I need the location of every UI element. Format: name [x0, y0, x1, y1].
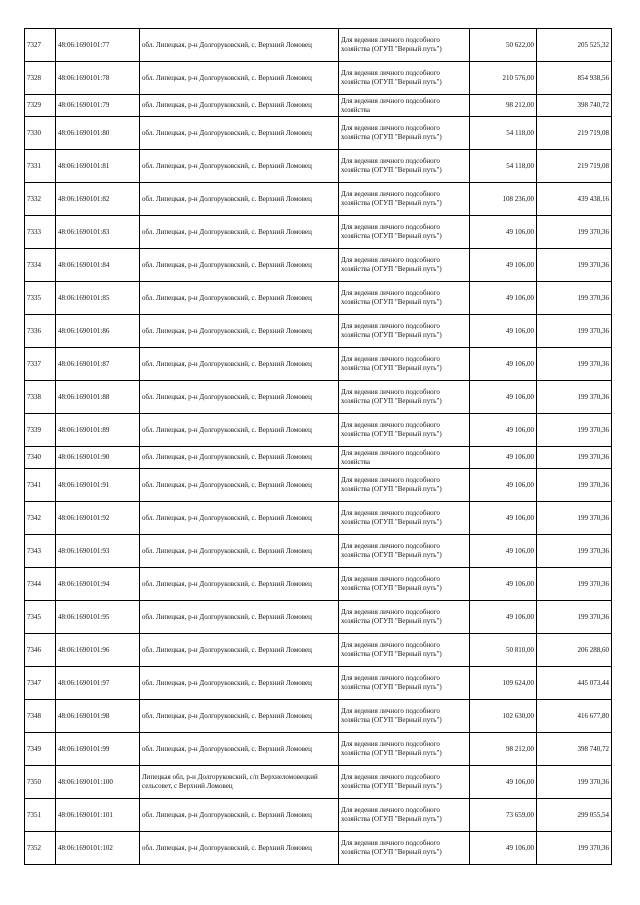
address-cell: обл. Липецкая, р-н Долгоруковский, с. Верхний Ломовец	[140, 95, 339, 117]
cadastral-value-cell: 199 370,36	[537, 469, 612, 502]
row-number-cell: 7351	[25, 799, 56, 832]
address-cell: обл. Липецкая, р-н Долгоруковский, с. Верхний Ломовец	[140, 733, 339, 766]
table-row	[25, 414, 612, 447]
table-row	[25, 381, 612, 414]
table-row	[25, 183, 612, 216]
land-use-cell: Для ведения личного подсобного хозяйства (ОГУП "Верный путь")	[339, 62, 470, 95]
row-number-cell: 7350	[25, 766, 56, 799]
land-use-cell: Для ведения личного подсобного хозяйства (ОГУП "Верный путь")	[339, 117, 470, 150]
cadastral-number-cell: 48:06:1690101:94	[56, 568, 140, 601]
table-row	[25, 832, 612, 865]
table-row	[25, 601, 612, 634]
cadastral-value-cell: 199 370,36	[537, 447, 612, 469]
land-register-table	[24, 28, 612, 865]
table-row	[25, 634, 612, 667]
cadastral-number-cell: 48:06:1690101:91	[56, 469, 140, 502]
address-cell: обл. Липецкая, р-н Долгоруковский, с. Верхний Ломовец	[140, 799, 339, 832]
table-row	[25, 447, 612, 469]
address-cell: обл. Липецкая, р-н Долгоруковский, с. Верхний Ломовец	[140, 535, 339, 568]
address-cell: обл. Липецкая, р-н Долгоруковский, с. Верхний Ломовец	[140, 150, 339, 183]
table-row	[25, 62, 612, 95]
area-cell: 49 106,00	[470, 568, 537, 601]
row-number-cell: 7338	[25, 381, 56, 414]
cadastral-value-cell: 199 370,36	[537, 381, 612, 414]
table-body	[25, 29, 612, 865]
area-cell: 54 118,00	[470, 117, 537, 150]
address-cell: обл. Липецкая, р-н Долгоруковский, с. Верхний Ломовец	[140, 117, 339, 150]
address-cell: обл. Липецкая, р-н Долгоруковский, с. Верхний Ломовец	[140, 29, 339, 62]
area-cell: 49 106,00	[470, 282, 537, 315]
cadastral-number-cell: 48:06:1690101:78	[56, 62, 140, 95]
table-row	[25, 150, 612, 183]
row-number-cell: 7344	[25, 568, 56, 601]
cadastral-value-cell: 199 370,36	[537, 414, 612, 447]
area-cell: 49 106,00	[470, 535, 537, 568]
area-cell: 49 106,00	[470, 766, 537, 799]
land-use-cell: Для ведения личного подсобного хозяйства	[339, 95, 470, 117]
cadastral-value-cell: 199 370,36	[537, 601, 612, 634]
row-number-cell: 7329	[25, 95, 56, 117]
row-number-cell: 7335	[25, 282, 56, 315]
row-number-cell: 7332	[25, 183, 56, 216]
land-use-cell: Для ведения личного подсобного хозяйства (ОГУП "Верный путь")	[339, 799, 470, 832]
area-cell: 49 106,00	[470, 832, 537, 865]
address-cell: обл. Липецкая, р-н Долгоруковский, с. Верхний Ломовец	[140, 348, 339, 381]
row-number-cell: 7346	[25, 634, 56, 667]
cadastral-number-cell: 48:06:1690101:96	[56, 634, 140, 667]
cadastral-number-cell: 48:06:1690101:95	[56, 601, 140, 634]
land-use-cell: Для ведения личного подсобного хозяйства (ОГУП "Верный путь")	[339, 700, 470, 733]
row-number-cell: 7330	[25, 117, 56, 150]
land-use-cell: Для ведения личного подсобного хозяйства (ОГУП "Верный путь")	[339, 216, 470, 249]
table-row	[25, 502, 612, 535]
address-cell: обл. Липецкая, р-н Долгоруковский, с. Верхний Ломовец	[140, 249, 339, 282]
cadastral-number-cell: 48:06:1690101:79	[56, 95, 140, 117]
cadastral-number-cell: 48:06:1690101:80	[56, 117, 140, 150]
address-cell: обл. Липецкая, р-н Долгоруковский, с. Верхний Ломовец	[140, 216, 339, 249]
row-number-cell: 7327	[25, 29, 56, 62]
land-use-cell: Для ведения личного подсобного хозяйства (ОГУП "Верный путь")	[339, 667, 470, 700]
cadastral-value-cell: 439 438,16	[537, 183, 612, 216]
land-use-cell: Для ведения личного подсобного хозяйства (ОГУП "Верный путь")	[339, 502, 470, 535]
land-use-cell: Для ведения личного подсобного хозяйства (ОГУП "Верный путь")	[339, 469, 470, 502]
land-use-cell: Для ведения личного подсобного хозяйства (ОГУП "Верный путь")	[339, 315, 470, 348]
table-row	[25, 667, 612, 700]
address-cell: обл. Липецкая, р-н Долгоруковский, с. Верхний Ломовец	[140, 381, 339, 414]
land-use-cell: Для ведения личного подсобного хозяйства (ОГУП "Верный путь")	[339, 832, 470, 865]
area-cell: 54 118,00	[470, 150, 537, 183]
row-number-cell: 7340	[25, 447, 56, 469]
cadastral-value-cell: 199 370,36	[537, 832, 612, 865]
address-cell: обл. Липецкая, р-н Долгоруковский, с. Верхний Ломовец	[140, 832, 339, 865]
cadastral-number-cell: 48:06:1690101:85	[56, 282, 140, 315]
cadastral-number-cell: 48:06:1690101:89	[56, 414, 140, 447]
cadastral-number-cell: 48:06:1690101:83	[56, 216, 140, 249]
area-cell: 102 630,00	[470, 700, 537, 733]
cadastral-value-cell: 199 370,36	[537, 216, 612, 249]
land-use-cell: Для ведения личного подсобного хозяйства (ОГУП "Верный путь")	[339, 150, 470, 183]
land-use-cell: Для ведения личного подсобного хозяйства (ОГУП "Верный путь")	[339, 381, 470, 414]
area-cell: 49 106,00	[470, 348, 537, 381]
cadastral-number-cell: 48:06:1690101:93	[56, 535, 140, 568]
table-row	[25, 216, 612, 249]
table-row	[25, 282, 612, 315]
cadastral-value-cell: 206 288,60	[537, 634, 612, 667]
land-use-cell: Для ведения личного подсобного хозяйства (ОГУП "Верный путь")	[339, 535, 470, 568]
row-number-cell: 7339	[25, 414, 56, 447]
row-number-cell: 7348	[25, 700, 56, 733]
area-cell: 98 212,00	[470, 95, 537, 117]
cadastral-value-cell: 398 740,72	[537, 733, 612, 766]
row-number-cell: 7349	[25, 733, 56, 766]
table-row	[25, 249, 612, 282]
cadastral-number-cell: 48:06:1690101:88	[56, 381, 140, 414]
cadastral-value-cell: 854 938,56	[537, 62, 612, 95]
area-cell: 98 212,00	[470, 733, 537, 766]
land-use-cell: Для ведения личного подсобного хозяйства (ОГУП "Верный путь")	[339, 733, 470, 766]
address-cell: обл. Липецкая, р-н Долгоруковский, с. Верхний Ломовец	[140, 634, 339, 667]
area-cell: 109 624,00	[470, 667, 537, 700]
table-row	[25, 95, 612, 117]
table-row	[25, 700, 612, 733]
area-cell: 50 810,00	[470, 634, 537, 667]
table-row	[25, 799, 612, 832]
address-cell: обл. Липецкая, р-н Долгоруковский, с. Верхний Ломовец	[140, 469, 339, 502]
cadastral-number-cell: 48:06:1690101:99	[56, 733, 140, 766]
table-row	[25, 766, 612, 799]
address-cell: обл. Липецкая, р-н Долгоруковский, с. Верхний Ломовец	[140, 667, 339, 700]
cadastral-number-cell: 48:06:1690101:98	[56, 700, 140, 733]
address-cell: обл. Липецкая, р-н Долгоруковский, с. Верхний Ломовец	[140, 502, 339, 535]
area-cell: 49 106,00	[470, 502, 537, 535]
table-row	[25, 29, 612, 62]
cadastral-value-cell: 199 370,36	[537, 348, 612, 381]
table-row	[25, 117, 612, 150]
cadastral-number-cell: 48:06:1690101:102	[56, 832, 140, 865]
land-use-cell: Для ведения личного подсобного хозяйства (ОГУП "Верный путь")	[339, 183, 470, 216]
cadastral-number-cell: 48:06:1690101:90	[56, 447, 140, 469]
row-number-cell: 7342	[25, 502, 56, 535]
row-number-cell: 7333	[25, 216, 56, 249]
row-number-cell: 7343	[25, 535, 56, 568]
address-cell: обл. Липецкая, р-н Долгоруковский, с. Верхний Ломовец	[140, 315, 339, 348]
cadastral-value-cell: 299 055,54	[537, 799, 612, 832]
area-cell: 108 236,00	[470, 183, 537, 216]
address-cell: обл. Липецкая, р-н Долгоруковский, с. Верхний Ломовец	[140, 183, 339, 216]
land-use-cell: Для ведения личного подсобного хозяйства (ОГУП "Верный путь")	[339, 348, 470, 381]
cadastral-value-cell: 199 370,36	[537, 315, 612, 348]
area-cell: 73 659,00	[470, 799, 537, 832]
land-use-cell: Для ведения личного подсобного хозяйства (ОГУП "Верный путь")	[339, 634, 470, 667]
cadastral-value-cell: 199 370,36	[537, 535, 612, 568]
cadastral-number-cell: 48:06:1690101:77	[56, 29, 140, 62]
cadastral-number-cell: 48:06:1690101:87	[56, 348, 140, 381]
area-cell: 49 106,00	[470, 249, 537, 282]
cadastral-value-cell: 199 370,36	[537, 568, 612, 601]
land-use-cell: Для ведения личного подсобного хозяйства (ОГУП "Верный путь")	[339, 249, 470, 282]
cadastral-value-cell: 205 525,32	[537, 29, 612, 62]
area-cell: 49 106,00	[470, 315, 537, 348]
area-cell: 50 622,00	[470, 29, 537, 62]
row-number-cell: 7331	[25, 150, 56, 183]
address-cell: обл. Липецкая, р-н Долгоруковский, с. Верхний Ломовец	[140, 62, 339, 95]
area-cell: 49 106,00	[470, 381, 537, 414]
cadastral-value-cell: 445 073,44	[537, 667, 612, 700]
land-use-cell: Для ведения личного подсобного хозяйства (ОГУП "Верный путь")	[339, 568, 470, 601]
land-use-cell: Для ведения личного подсобного хозяйства (ОГУП "Верный путь")	[339, 414, 470, 447]
cadastral-value-cell: 199 370,36	[537, 249, 612, 282]
table-row	[25, 568, 612, 601]
area-cell: 49 106,00	[470, 469, 537, 502]
address-cell: обл. Липецкая, р-н Долгоруковский, с. Верхний Ломовец	[140, 282, 339, 315]
row-number-cell: 7337	[25, 348, 56, 381]
table-row	[25, 348, 612, 381]
cadastral-number-cell: 48:06:1690101:84	[56, 249, 140, 282]
area-cell: 49 106,00	[470, 216, 537, 249]
cadastral-value-cell: 199 370,36	[537, 502, 612, 535]
row-number-cell: 7352	[25, 832, 56, 865]
cadastral-value-cell: 199 370,36	[537, 766, 612, 799]
table-row	[25, 469, 612, 502]
address-cell: обл. Липецкая, р-н Долгоруковский, с. Верхний Ломовец	[140, 414, 339, 447]
cadastral-value-cell: 398 740,72	[537, 95, 612, 117]
land-use-cell: Для ведения личного подсобного хозяйства (ОГУП "Верный путь")	[339, 29, 470, 62]
cadastral-number-cell: 48:06:1690101:92	[56, 502, 140, 535]
row-number-cell: 7347	[25, 667, 56, 700]
row-number-cell: 7328	[25, 62, 56, 95]
cadastral-value-cell: 416 677,80	[537, 700, 612, 733]
area-cell: 49 106,00	[470, 601, 537, 634]
land-use-cell: Для ведения личного подсобного хозяйства (ОГУП "Верный путь")	[339, 766, 470, 799]
address-cell: обл. Липецкая, р-н Долгоруковский, с. Верхний Ломовец	[140, 568, 339, 601]
cadastral-number-cell: 48:06:1690101:81	[56, 150, 140, 183]
address-cell: обл. Липецкая, р-н Долгоруковский, с. Верхний Ломовец	[140, 700, 339, 733]
table-row	[25, 315, 612, 348]
cadastral-number-cell: 48:06:1690101:100	[56, 766, 140, 799]
area-cell: 49 106,00	[470, 447, 537, 469]
cadastral-value-cell: 199 370,36	[537, 282, 612, 315]
table-row	[25, 535, 612, 568]
address-cell: обл. Липецкая, р-н Долгоруковский, с. Верхний Ломовец	[140, 601, 339, 634]
row-number-cell: 7336	[25, 315, 56, 348]
cadastral-value-cell: 219 719,08	[537, 117, 612, 150]
cadastral-value-cell: 219 719,08	[537, 150, 612, 183]
row-number-cell: 7345	[25, 601, 56, 634]
table-row	[25, 733, 612, 766]
row-number-cell: 7341	[25, 469, 56, 502]
land-use-cell: Для ведения личного подсобного хозяйства	[339, 447, 470, 469]
row-number-cell: 7334	[25, 249, 56, 282]
cadastral-number-cell: 48:06:1690101:97	[56, 667, 140, 700]
address-cell: Липецкая обл, р-н Долгоруковский, с/п Верхнеломовецкий сельсовет, с Верхний Ломовец	[140, 766, 339, 799]
cadastral-number-cell: 48:06:1690101:82	[56, 183, 140, 216]
cadastral-number-cell: 48:06:1690101:101	[56, 799, 140, 832]
land-use-cell: Для ведения личного подсобного хозяйства (ОГУП "Верный путь")	[339, 282, 470, 315]
address-cell: обл. Липецкая, р-н Долгоруковский, с. Верхний Ломовец	[140, 447, 339, 469]
area-cell: 210 576,00	[470, 62, 537, 95]
cadastral-number-cell: 48:06:1690101:86	[56, 315, 140, 348]
area-cell: 49 106,00	[470, 414, 537, 447]
land-use-cell: Для ведения личного подсобного хозяйства (ОГУП "Верный путь")	[339, 601, 470, 634]
